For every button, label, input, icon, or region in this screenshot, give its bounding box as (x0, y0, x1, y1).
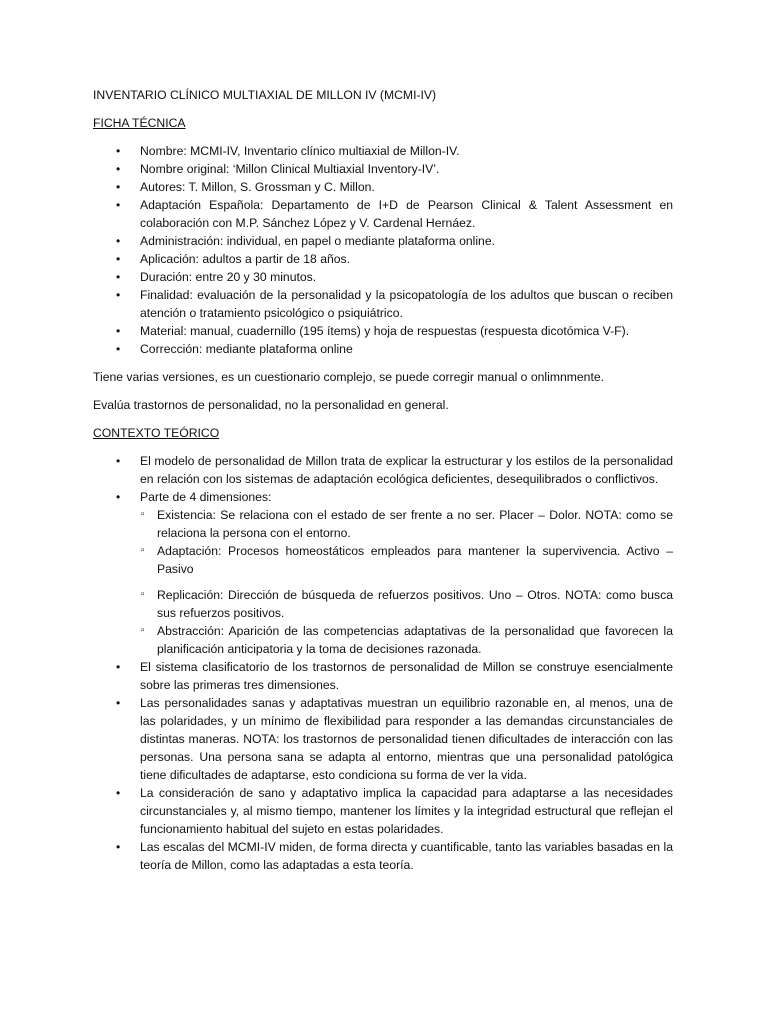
sublist-item-text: Replicación: Dirección de búsqueda de refuerzos positivos. Uno – Otros. NOTA: como busca sus refuerzos positivos. (157, 588, 673, 620)
list-item-text: Corrección: mediante plataforma online (140, 342, 353, 356)
bullet-icon: • (116, 454, 121, 468)
list-item-text: Material: manual, cuadernillo (195 ítems) y hoja de respuestas (respuesta dicotómica V-F). (140, 324, 630, 338)
bullet-icon: • (116, 288, 121, 302)
list-item-text: Nombre: MCMI-IV, Inventario clínico multiaxial de Millon-IV. (140, 144, 460, 158)
document-title: INVENTARIO CLÍNICO MULTIAXIAL DE MILLON IV (MCMI-IV) (93, 88, 437, 102)
bullet-icon: • (116, 660, 121, 674)
list-item-text: Finalidad: evaluación de la personalidad y la psicopatología de los adultos que buscan o reciben atención o tratamiento psicológico o psiquiátrico. (140, 288, 673, 320)
sublist-item (140, 622, 673, 658)
list-item (93, 232, 673, 250)
contexto-teorico-list (93, 452, 673, 874)
square-bullet-icon: ▫ (141, 545, 145, 556)
list-item-text: Nombre original: ‘Millon Clinical Multiaxial Inventory-IV’. (140, 162, 440, 176)
bullet-icon: • (116, 144, 121, 158)
sublist-item (140, 542, 673, 578)
list-item (93, 784, 673, 838)
list-item (93, 452, 673, 488)
bullet-icon: • (116, 696, 121, 710)
bullet-icon: • (116, 252, 121, 266)
square-bullet-icon: ▫ (141, 625, 145, 636)
bullet-icon: • (116, 162, 121, 176)
square-bullet-icon: ▫ (141, 589, 145, 600)
sublist-item-text: Abstracción: Aparición de las competencias adaptativas de la personalidad que favorecen la planificación anticipatoria y la toma de decisiones razonada. (157, 624, 673, 656)
section-heading-ficha-tecnica: FICHA TÉCNICA (93, 116, 186, 130)
list-item (93, 286, 673, 322)
list-item (93, 142, 673, 160)
ficha-tecnica-list (93, 142, 673, 358)
list-item (93, 322, 673, 340)
sublist-item (140, 506, 673, 542)
list-item-text: El sistema clasificatorio de los trastornos de personalidad de Millon se construye esencialmente sobre las primeras tres dimensiones. (140, 660, 673, 692)
list-item-text: Autores: T. Millon, S. Grossman y C. Millon. (140, 180, 375, 194)
list-item-text: Las personalidades sanas y adaptativas muestran un equilibrio razonable en, al menos, una de las polaridades, y un mínimo de flexibilidad para responder a las demandas circunstanciales de distintas maneras. NOTA: los trastornos de personalidad tienen dificultades de interacción con las personas. Una persona sana se adapta al entorno, mientras que una personalidad patológica tiene dificultades de adaptarse, esto condiciona su forma de ver la vida. (140, 696, 673, 782)
list-item-text: Administración: individual, en papel o mediante plataforma online. (140, 234, 496, 248)
bullet-icon: • (116, 786, 121, 800)
list-item (93, 694, 673, 784)
list-item-text: El modelo de personalidad de Millon trata de explicar la estructurar y los estilos de la personalidad en relación con los sistemas de adaptación ecológica deficientes, desequilibrados o conflictivos. (140, 454, 673, 486)
list-item (93, 658, 673, 694)
list-item-text: Las escalas del MCMI-IV miden, de forma directa y cuantificable, tanto las variables basadas en la teoría de Millon, como las adaptadas a esta teoría. (140, 840, 673, 872)
sublist-item (140, 586, 673, 622)
list-item (93, 250, 673, 268)
sublist-item-text: Adaptación: Procesos homeostáticos empleados para mantener la supervivencia. Activo – Pasivo (157, 544, 673, 576)
list-item-text: La consideración de sano y adaptativo implica la capacidad para adaptarse a las necesidades circunstanciales y, al mismo tiempo, mantener los límites y la integridad estructural que reflejan el funcionamiento habitual del sujeto en estas polaridades. (140, 786, 673, 836)
list-item-text: Aplicación: adultos a partir de 18 años. (140, 252, 351, 266)
list-item-text: Parte de 4 dimensiones: (140, 490, 272, 504)
bullet-icon: • (116, 324, 121, 338)
paragraph-versiones: Tiene varias versiones, es un cuestionario complejo, se puede corregir manual o onlimnmente. (93, 370, 605, 384)
square-bullet-icon: ▫ (141, 509, 145, 520)
bullet-icon: • (116, 198, 121, 212)
list-item (93, 340, 673, 358)
bullet-icon: • (116, 234, 121, 248)
document-page (93, 86, 673, 884)
bullet-icon: • (116, 840, 121, 854)
bullet-icon: • (116, 342, 121, 356)
dimensions-sublist (140, 506, 673, 658)
bullet-icon: • (116, 180, 121, 194)
list-item (93, 838, 673, 874)
bullet-icon: • (116, 270, 121, 284)
list-item-text: Adaptación Española: Departamento de I+D de Pearson Clinical & Talent Assessment en colaboración con M.P. Sánchez López y V. Cardenal Hernáez. (140, 198, 673, 230)
section-heading-contexto-teorico: CONTEXTO TEÓRICO (93, 426, 220, 440)
list-item (93, 196, 673, 232)
bullet-icon: • (116, 490, 121, 504)
paragraph-evalua: Evalúa trastornos de personalidad, no la personalidad en general. (93, 398, 449, 412)
list-item (93, 268, 673, 286)
list-item (93, 160, 673, 178)
list-item-text: Duración: entre 20 y 30 minutos. (140, 270, 317, 284)
list-item (93, 178, 673, 196)
sublist-item-text: Existencia: Se relaciona con el estado de ser frente a no ser. Placer – Dolor. NOTA: como se relaciona la persona con el entorno. (157, 508, 673, 540)
list-item (93, 488, 673, 658)
